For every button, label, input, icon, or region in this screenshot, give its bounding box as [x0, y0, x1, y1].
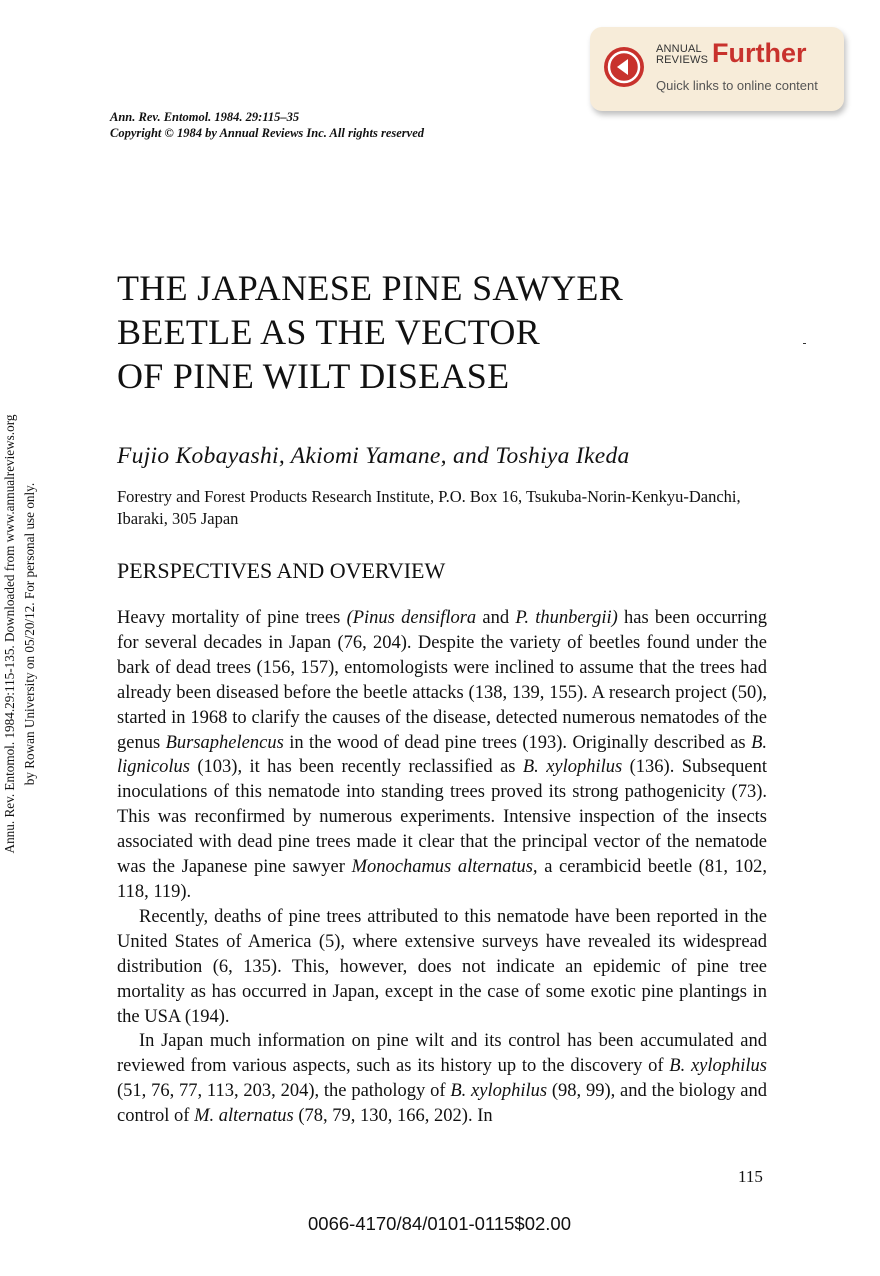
italic-term: Bursaphelencus	[165, 732, 284, 753]
text-run: in the wood of dead pine trees (193). Originally described as	[283, 732, 752, 753]
body-text	[117, 606, 767, 1129]
italic-term: B. lignicolus	[117, 732, 767, 778]
body-paragraph	[117, 1029, 767, 1129]
italic-term: (Pinus densiflora	[346, 608, 477, 628]
further-banner[interactable]	[590, 27, 844, 111]
text-run: (98, 99), and the biology and control of	[117, 1081, 768, 1127]
text-run: and	[476, 608, 516, 628]
italic-term: B. xylophilus	[450, 1081, 548, 1102]
text-run: (136). Subsequent inoculations of this nematode into standing trees proved its strong pathogenicity (73). This was reconfirmed by numerous experiments. Intensive inspection of the insects associated with dead pine trees made it clear that the principal vector of the nematode was the Japanese pine sawyer	[117, 757, 768, 878]
text-run: In Japan much information on pine wilt and its control has been accumulated and reviewed from various aspects, such as its history up to the discovery of	[117, 1031, 767, 1077]
title-line: OF PINE WILT DISEASE	[117, 356, 510, 396]
article-title	[117, 266, 623, 398]
text-run: a cerambicid beetle (81, 102, 118, 119).	[117, 857, 767, 902]
body-paragraph	[117, 606, 767, 905]
reviews-label: REVIEWS	[656, 54, 709, 66]
title-line: THE JAPANESE PINE SAWYER	[117, 268, 624, 308]
text-run: (51, 76, 77, 113, 203, 204), the pathology of	[117, 1081, 451, 1102]
annual-reviews-logo	[656, 44, 708, 66]
journal-header	[110, 109, 424, 141]
text-run: has been occurring for several decades in Japan (76, 204). Despite the variety of beetles found under the bark of dead trees (156, 157), entomologists were inclined to assume that the trees had already been diseased before the beetle attacks (138, 139, 155). A research project (50), started in 1968 to clarify the causes of the disease, detected numerous nematodes of the genus	[117, 608, 767, 753]
italic-term: M. alternatus	[194, 1106, 294, 1127]
authors: Fujio Kobayashi, Akiomi Yamane, and Toshiya Ikeda	[117, 443, 630, 469]
italic-term: P. thunbergii)	[515, 608, 618, 628]
further-label: Further	[712, 38, 807, 68]
page-number: 115	[738, 1167, 763, 1186]
article-code: 0066-4170/84/0101-0115$02.00	[308, 1213, 572, 1234]
back-arrow-icon[interactable]	[604, 47, 644, 87]
affiliation: Forestry and Forest Products Research Institute, P.O. Box 16, Tsukuba-Norin-Kenkyu-Danchi, Ibaraki, 305 Japan	[117, 487, 741, 528]
stray-mark	[803, 343, 806, 344]
title-line: BEETLE AS THE VECTOR	[117, 312, 541, 352]
text-run: (78, 79, 130, 166, 202). In	[293, 1106, 493, 1127]
italic-term: B. xylophilus	[669, 1056, 768, 1077]
download-watermark	[0, 356, 42, 912]
italic-term: Monochamus alternatus,	[351, 857, 538, 878]
quick-links-label[interactable]: Quick links to online content	[656, 78, 818, 93]
annual-label: ANNUAL	[656, 43, 702, 55]
text-run: (103), it has been recently reclassified as	[189, 757, 523, 778]
section-heading: PERSPECTIVES AND OVERVIEW	[117, 558, 446, 583]
journal-copyright: Copyright © 1984 by Annual Reviews Inc. All rights reserved	[110, 126, 424, 140]
body-paragraph	[117, 905, 767, 1030]
journal-citation: Ann. Rev. Entomol. 1984. 29:115–35	[110, 110, 300, 124]
download-note-line2: by Rowan University on 05/20/12. For personal use only.	[22, 482, 37, 786]
italic-term: B. xylophilus	[522, 757, 623, 778]
download-note-line1: Annu. Rev. Entomol. 1984.29:115-135. Downloaded from www.annualreviews.org	[2, 414, 17, 854]
text-run: Heavy mortality of pine trees	[117, 608, 347, 628]
text-run: Recently, deaths of pine trees attributed to this nematode have been reported in the United States of America (5), where extensive surveys have revealed its widespread distribution (6, 135). This, however, does not indicate an epidemic of pine tree mortality as has occurred in Japan, except in the case of some exotic pine plantings in the USA (194).	[117, 906, 767, 1027]
